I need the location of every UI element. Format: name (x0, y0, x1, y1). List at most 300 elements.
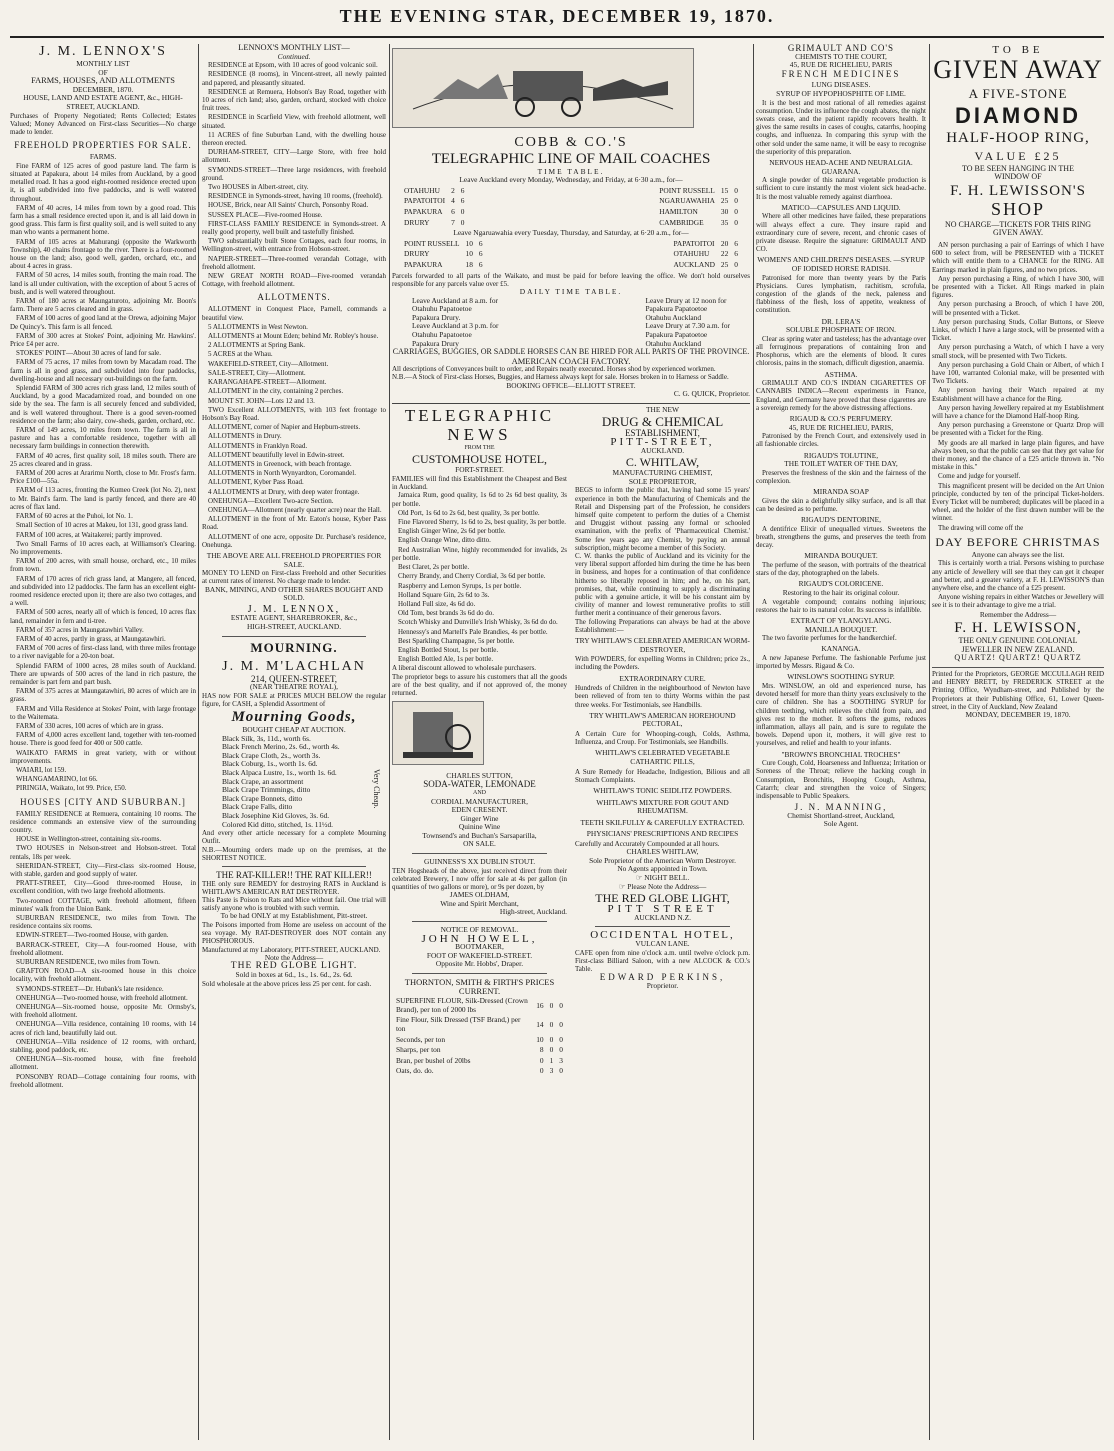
hotel-price-item: Holland Square Gin, 2s 6d to 3s. (398, 590, 490, 599)
medicine-subheading: 45, RUE DE RICHELIEU, PARIS, (788, 422, 894, 432)
allotments-heading: ALLOTMENTS. (257, 292, 331, 303)
allotment-listing: ONEHUNGA—Allotment (nearly quarter acre) near the Hall. (208, 505, 382, 514)
allotment-listing: ALLOTMENTS in Franklyn Road. (208, 441, 308, 450)
farm-listing: Fine FARM of 125 acres of good pasture land. The farm is situated at Papakura, about 14 miles from Auckland, by a good metalled road. It has a good eight-roomed residence erected upon it, is all subdivided into five paddocks, and is well watered throughout. (10, 161, 196, 203)
lewisson-para: Any person purchasing a Greenstone or Quartz Drop will be presented with a Ticket for the Ring. (932, 421, 1104, 438)
medicine-heading: "BROWN'S BRONCHIAL TROCHES" (781, 749, 901, 759)
whitlaw-role: MANUFACTURING CHEMIST, (612, 468, 713, 478)
farm-list (10, 162, 196, 793)
timetable-row (402, 250, 485, 259)
daily-line: Otahuhu Papatoetoe (412, 304, 472, 314)
hotel-price-item: Hennessy's and Martell's Pale Brandies, 4s per bottle. (398, 627, 548, 636)
residence-listing: 11 ACRES of fine Suburban Land, with the dwelling house thereon erected. (202, 130, 386, 148)
destination: DRURY (404, 249, 430, 259)
daily-line: Papakura Drury. (412, 312, 461, 322)
continued-label: Continued. (277, 51, 311, 61)
medicine-subheading: MANILLA BOUQUET. (804, 624, 878, 634)
medicine-heading: RIGAUD & CO.'S PERFUMERY. (789, 414, 893, 423)
house-listing: ONEHUNGA—Villa residence, containing 10 rooms, with 14 acres of rich land, beautifully laid out. (10, 1020, 196, 1037)
farm-listing: Splendid FARM of 300 acres rich grass land, 12 miles south of Auckland, by a good Macadamized road, and bounded on one side by the sea. The farm is all securely fenced and subdivided, and is well watered throughout. There is a good seven-roomed residence on the farm; also dairy, cow-sheds, garden, orchard, etc. (10, 384, 196, 425)
leave-ngaruawahia: Leave Ngaruawahia every Tuesday, Thursday, and Saturday, at 6·20 a.m., for— (453, 228, 689, 238)
fare: 35 (720, 217, 729, 227)
medicine-heading: ASTHMA. (824, 369, 858, 379)
farm-listing: FARM of 170 acres of rich grass land, at Mangere, all fenced, and subdivided into 12 paddocks. The farm has an excellent eight-roomed residence erected upon it; there are also two cottages, and a well. (10, 574, 196, 608)
farm-listing: FARM of 700 acres of first-class land, with three miles frontage to a river navigable for a 20-ton boat. (10, 644, 196, 661)
daily-line: Otahuhu Papatoetoe (412, 329, 472, 339)
farm-listing: FARM of 113 acres, fronting the Kumeo Creek (lot No. 2), next to Mr. Baird's farm. The land is partly fenced, and there are 40 acres of flax land. (10, 486, 196, 511)
destination: DRURY (404, 217, 430, 227)
fare: 10 (465, 249, 473, 259)
fare: 0 (539, 1055, 544, 1065)
telegraphic-title: TELEGRAPHIC (404, 405, 555, 425)
farm-listing: FARM of 40 acres, first quality soil, 18 miles south. There are 25 acres cleared and in grass. (10, 451, 196, 468)
fare: 0 (460, 206, 465, 216)
allotment-listing: ALLOTMENTS at Mount Eden; behind Mr. Robley's house. (208, 332, 379, 341)
medicine-text: It is the best and most rational of all remedies against consumption. Under its influence the cough abates, the night sweats cease, and the patient rapidly recovers health. It gives the same results in cases of coughs, catarrhs, hooping coughs, and influenza. In comparing this syrup with the other sold under the same name, it will be easy to recognise the superiority of this preparation. (756, 98, 926, 156)
half-hoop: HALF-HOOP RING, (946, 129, 1090, 146)
allotment-listing: 4 ALLOTMENTS at Drury, with deep water frontage. (208, 487, 360, 496)
lennox-sub1: MONTHLY LIST (76, 59, 130, 68)
rat-sold: Sold in boxes at 6d., 1s., 1s. 6d., 2s. 6d. (235, 970, 353, 980)
fare: 0 (559, 1066, 563, 1076)
farm-listing: FARM of 40 acres, partly in grass, at Maungatawhiri. (16, 634, 166, 643)
mourning-item: Black Crape Cloth, 2s., worth 3s. (222, 750, 321, 760)
farm-listing: WHANGAMARINO, lot 66. (16, 775, 98, 784)
hotel-price-item: Red Australian Wine, highly recommended for invalids, 2s per bottle. (392, 545, 567, 562)
sutton-addr: EDEN CRESENT. (451, 805, 508, 815)
allotment-listing: 5 ALLOTMENTS in West Newton. (208, 322, 308, 331)
lewisson-para: The drawing will come off the (938, 523, 1024, 532)
fare: 3 (559, 1055, 563, 1065)
lewisson-para: Any person purchasing a Brooch, of which I have 200, will be presented with a Ticket. (932, 300, 1104, 317)
howell-name: JOHN HOWELL, (421, 932, 538, 945)
daily-line: Leave Drury at 7.30 a.m. for (645, 321, 730, 331)
medicine-text: Patronised for more than twenty years by the Paris Physicians. Cures lymphatism, rachitism, scrofula, congestion of the glands of the neck, paleness and flabbiness of the flesh, loss of appetite, weakness of constitution. (756, 273, 926, 315)
removal-notice: NOTICE OF REMOVAL. (440, 925, 519, 935)
lewisson-para: Anyone wishing repairs in either Watches or Jewellery will see it is to their advantage to give me a trial. (932, 593, 1104, 610)
house-listing: ONEHUNGA—Six-roomed house, with fine freehold allotment. (10, 1055, 196, 1072)
farm-listing: FARM of 357 acres in Maungatawhiri Valley. (16, 625, 144, 634)
medicine-text: Gives the skin a delightfully silky surface, and is all that can be desired as to perfume. (756, 496, 926, 513)
allotment-listing: ALLOTMENT, Kyber Pass Road. (208, 478, 304, 487)
whitlaw-following: The following Preparations can always be had at the above Establishment:— (575, 617, 750, 634)
hotel-price-item: Best Sparkling Champagne, 5s per bottle. (398, 636, 515, 645)
column-rule (389, 44, 390, 1440)
manning-agent: Sole Agent. (823, 819, 859, 829)
rat-text2: This Paste is Poison to Rats and Mice without fail. One trial will satisfy anyone who is troubled with such vermin. (202, 896, 386, 913)
allotment-listing: WAKEFIELD-STREET, City—Allotment. (208, 359, 329, 368)
destination: POINT RUSSELL (659, 185, 715, 195)
preparation-text: Hundreds of Children in the neighbourhood of Newton have been relieved of from ten to thirty Worms within the past three weeks. For Testimonials, see Handbills. (575, 684, 750, 709)
column-rule (198, 44, 199, 1440)
grimault-title: GRIMAULT AND CO'S (787, 44, 895, 53)
farm-listing: FARM of 4,000 acres excellent land, together with ten-roomed house. There is good feed for 400 or 500 cattle. (10, 731, 196, 748)
whitlaw-thanks: C. W. thanks the public of Auckland and its vicinity for the very liberal support afforded him during the time he has been in business, and hopes for a continuation of that confidence hitherto so liberally reposed in him; and he, on his part, promises, that, while continuing to supply a discriminating public with a genuine article, it will be his constant aim by civility of manner and lowest remunerative profits to still further merit a continuance of their generous favors. (575, 552, 750, 618)
medicine-text: A dentifrice Elixir of unequalled virtues. Sweetens the breath, strengthens the gums, and preserves the teeth from decay. (756, 524, 926, 550)
timetable-row (394, 1036, 565, 1045)
lennox-agent: HOUSE, LAND AND ESTATE AGENT, &c., HIGH-STREET, AUCKLAND. (23, 93, 183, 111)
allotment-listing: ALLOTMENT beautifully level in Edwin-street. (208, 450, 345, 459)
only-genuine: THE ONLY GENUINE COLONIAL (958, 636, 1078, 646)
fare: 0 (734, 217, 738, 227)
fare: 6 (478, 259, 483, 269)
farm-listing: STOKES' POINT—About 30 acres of land for sale. (16, 349, 161, 358)
farm-listing: PIRINGIA, Waikato, lot 99. Price, £50. (16, 784, 127, 793)
value: VALUE £25 (974, 148, 1062, 163)
fare: 18 (465, 259, 473, 269)
daily-line: Papakura Papatoetoe (645, 304, 708, 314)
lewisson-paras2 (932, 559, 1104, 609)
timetable-left-2 (400, 238, 487, 272)
daily-line: Otahuhu Auckland (645, 312, 702, 322)
preparation-heading: EXTRAORDINARY CURE. (619, 673, 706, 683)
cobb-subtitle: TELEGRAPHIC LINE OF MAIL COACHES (431, 150, 711, 167)
leave-auckland: Leave Auckland every Monday, Wednesday, and Friday, at 6·30 a.m., for— (459, 175, 683, 185)
grimault-addr: 45, RUE DE RICHELIEU, PARIS (789, 60, 893, 70)
destination: PAPATOITOI (404, 196, 446, 206)
lewisson-para: AN person purchasing a pair of Earrings of which I have 600 to select from, will be PRESENTED with a TICKET which will entitle them to a CHANCE for the RING. All Earrings marked in plain figures, and no two prices. (932, 240, 1104, 274)
money-to-lend: MONEY TO LEND on First-class Freehold and other Securities at current rates of interest. No charge made to lender. (202, 569, 386, 586)
fare: 15 (720, 185, 729, 195)
medicine-heading: KANANGA. (821, 644, 861, 654)
timetable-left-1 (400, 185, 468, 229)
residence-listing: NAPIER-STREET—Three-roomed verandah Cottage, with freehold allotment. (202, 254, 386, 271)
destination: SUPERFINE FLOUR, Silk-Dressed (Crown Brand), per ton of 2000 lbs (396, 996, 528, 1014)
column-lennox-continued (202, 44, 386, 1440)
fare: 25 (720, 259, 729, 269)
preparation-heading: WHITLAW'S TONIC SEIDLITZ POWDERS. (593, 786, 732, 796)
allotment-listing: ALLOTMENT in the city, containing 2 perches. (208, 387, 344, 396)
freehold-heading: FREEHOLD PROPERTIES FOR SALE. (14, 140, 192, 151)
soda-machine-illustration (392, 701, 484, 765)
fare: 16 (536, 1000, 544, 1010)
mourning-nb: N.B.—Mourning orders made up on the premises, at the SHORTEST NOTICE. (202, 845, 386, 862)
fare: 7 (451, 217, 455, 227)
howell-foot: FOOT OF WAKEFIELD-STREET. (426, 950, 533, 960)
hotel-discount: A liberal discount allowed to wholesale purchasers. (392, 664, 537, 673)
lewisson-para: Any person purchasing a Gold Chain or Albert, of which I have 100, warranted Colonial make, will be presented with Two Tickets. (932, 360, 1104, 386)
drug-the-new: THE NEW (645, 404, 680, 414)
house-listing: BARRACK-STREET, City—A four-roomed House, with freehold allotment. (10, 940, 196, 957)
column-lennox-list (10, 44, 196, 1440)
medicine-text: The perfume of the season, with portraits of the theatrical stars of the day, photographed on the labels. (756, 560, 926, 578)
booking-office: BOOKING OFFICE—ELLIOTT STREET. (506, 380, 636, 390)
mourning-item: Colored Kid ditto, stitched, 1s. 11½d. (222, 819, 333, 829)
preparation-heading: WHITLAW'S MIXTURE FOR GOUT AND RHEUMATISM. (596, 797, 729, 816)
sutton-name: CHARLES SUTTON, (446, 770, 513, 780)
allotment-listing: 5 ACRES at the Whau. (208, 350, 273, 359)
fare: 14 (536, 1019, 544, 1029)
house-listing: FAMILY RESIDENCE at Remuera, containing 10 rooms. The residence commands an extensive view of the surrounding country. (10, 809, 196, 834)
timetable-row (671, 250, 740, 259)
medicine-heading: MIRANDA SOAP (813, 487, 869, 497)
medicine-text: Clear as spring water and tasteless; has the advantage over all ferruginous preparations of containing Iron and Phosphorus, which are the elements of blood. It cures chlorosis, pains in the stomach, difficult digestion, anaemia. (756, 334, 926, 368)
occidental-name: OCCIDENTAL HOTEL, (590, 929, 735, 942)
fare: 30 (720, 206, 729, 216)
hotel-price-item: Fine Flavored Sherry, 1s 6d to 2s, best quality, 3s per bottle. (398, 518, 567, 527)
destination: AUCKLAND (673, 259, 715, 269)
timetable-right-1 (655, 185, 742, 229)
timetable-row (671, 240, 740, 249)
sutton-items (392, 815, 567, 841)
timetable-right-2 (669, 238, 742, 272)
no-charge: NO CHARGE—TICKETS FOR THIS RING GIVEN AWAY. (944, 219, 1092, 238)
freehold-notice: THE ABOVE ARE ALL FREEHOLD PROPERTIES FOR SALE. (206, 550, 382, 569)
farm-listing: Two Small Farms of 10 acres each, at Williamson's Clearing. No improvements. (10, 539, 196, 556)
please-note-label: Please Note the Address— (627, 881, 707, 891)
house-listing: SHERIDAN-STREET, City—First-class six-roomed House, with stable, garden and good supply of water. (10, 861, 196, 879)
hotel-price-item: Cherry Brandy, and Cherry Cordial, 3s 6d per bottle. (398, 572, 546, 581)
grimault-sub: CHEMISTS TO THE COURT, (795, 51, 887, 61)
column-rule (753, 44, 754, 1440)
preparation-heading: WHITLAW'S CELEBRATED VEGETABLE CATHARTIC PILLS, (595, 748, 730, 767)
fare: 6 (734, 238, 738, 248)
carriages-notice: CARRIAGES, BUGGIES, OR SADDLE HORSES CAN BE HIRED FOR ALL PARTS OF THE PROVINCE. (392, 347, 750, 357)
residence-listing: RESIDENCE in Scarfield View, with freehold allotment, well situated. (202, 113, 386, 130)
destination: CAMBRIDGE (659, 217, 704, 227)
medicine-heading: NERVOUS HEAD-ACHE AND NEURALGIA. (769, 157, 913, 167)
to-be-seen: TO BE SEEN HANGING IN THE (962, 163, 1074, 173)
lennox-sign-name: J. M. LENNOX, (247, 603, 341, 615)
no-agents: No Agents appointed in Town. (617, 864, 708, 874)
column-lewisson (932, 44, 1104, 1440)
medicine-text: Cure Cough, Cold, Hoarseness and Influenza; Irritation or Soreness of the Throat; relieve the hacking cough in Consumption, Bronchitis, Hooping Cough, Asthma, Catarrh; clear and strengthen the voice of Singers; indispensable to Public Speakers. (756, 759, 926, 800)
fare: 0 (559, 1019, 563, 1029)
timetable-row (402, 240, 485, 249)
thornton-heading: THORNTON, SMITH & FIRTH'S PRICES CURRENT. (404, 977, 555, 996)
hotel-price-item: Best Claret, 2s per bottle. (398, 563, 470, 572)
house-listing: ONEHUNGA—Six-roomed house, opposite Mr. Ormsby's, with freehold allotment. (10, 1003, 196, 1020)
allotment-listing: KARANGAHAPE-STREET—Allotment. (208, 378, 327, 387)
lennox-sub2: OF (98, 67, 108, 77)
medicine-heading: MIRANDA BOUQUET. (804, 551, 878, 561)
medicine-subheading: SYRUP OF HYPOPHOSPHITE OF LIME. (776, 88, 906, 98)
allotment-listing: ALLOTMENTS in Greenock, with beach frontage. (208, 459, 352, 468)
fare: 0 (549, 1045, 554, 1055)
preparation-heading: TRY WHITLAW'S CELEBRATED AMERICAN WORM-DESTROYER, (575, 636, 750, 654)
whitlaw-text: BEGS to inform the public that, having had some 15 years' experience in both the Manufacturing of Chemicals and the Retail and Dispensing part of the Profession, he considers himself quite competent to perform the duties of a Chemist and Druggist without passing any formal or schooled examination, with the prefix of 'Pharmaceutical Chemist.' Some few years ago any Chemist, by paying an annual subscription, might become a member of this Society. (575, 486, 750, 552)
drug-street: PITT-STREET, (610, 436, 715, 449)
preparation-text: A Certain Cure for Whooping-cough, Colds, Asthma, Influenza, and Croup. For Testimonials, see Handbills. (575, 730, 750, 747)
preparation-text: Carefully and Accurately Compounded at all hours. (575, 840, 720, 849)
allotment-listing: ALLOTMENTS in Drury. (208, 432, 282, 441)
medicine-subheading: Restoring to the hair its original colour. (782, 587, 900, 597)
fare: 0 (734, 196, 738, 206)
mourning-item: Black Crape, an assortment (222, 776, 304, 786)
medicine-heading: WINSLOW'S SOOTHING SYRUP. (787, 672, 895, 682)
allotment-listing: ALLOTMENT in Conquest Place, Parnell, commands a beautiful view. (202, 305, 386, 322)
pitt-street: PITT STREET (607, 903, 718, 916)
sutton-trade2: CORDIAL MANUFACTURER, (431, 796, 528, 806)
destination: PAPAKURA (404, 259, 443, 269)
fare: 6 (460, 196, 465, 206)
hotel-price-item: Scotch Whisky and Dunville's Irish Whisky, 3s 6d do do. (398, 618, 558, 627)
medicine-heading: LUNG DISEASES. (811, 80, 871, 90)
fare: 0 (734, 259, 738, 269)
medicine-subheading: THE TOILET WATER OF THE DAY, (784, 459, 898, 469)
hotel-price-list (392, 491, 567, 663)
masthead-rule (10, 36, 1104, 38)
rat-address: THE RED GLOBE LIGHT. (230, 961, 358, 972)
sutton-item: Ginger Wine (460, 813, 499, 823)
occidental-text: CAFE open from nine o'clock a.m. until twelve o'clock p.m. First-class Billiard Saloon, with a new ALCOCK & CO.'s Table. (575, 948, 750, 973)
shares-notice: BANK, MINING, AND OTHER SHARES BOUGHT AND SOLD. (204, 584, 384, 603)
whitlaw-sign-role: Sole Proprietor of the American Worm Destroyer. (589, 855, 736, 865)
whitlaw-preparations (575, 637, 750, 848)
timetable-row (394, 1057, 565, 1066)
whitlaw-sole: SOLE PROPRIETOR, (628, 476, 697, 486)
fare: 0 (460, 217, 465, 227)
farm-listing: FARM of 40 acres, 14 miles from town by a good road. This farm has a small residence erected upon it, and is all laid down in good grass. This farm is first quality soil, and is well suited to any man who wants a permanent home. (10, 203, 196, 237)
oldham-name: JAMES OLDHAM, (449, 890, 510, 900)
house-list (10, 810, 196, 1090)
farm-listing: WAIARI, lot 159. (16, 765, 67, 774)
allotment-listing: 2 ALLOTMENTS at Spring Bank. (208, 341, 306, 350)
house-listing: PRATT-STREET, City—Good three-roomed House, in excellent condition, with two large freehold allotments. (10, 879, 196, 896)
thornton-price-table (392, 995, 567, 1078)
fare: 10 (465, 238, 473, 248)
allotment-listing: ONEHUNGA—Excellent Two-acre Section. (208, 496, 334, 505)
destination: OTAHUHU (673, 249, 710, 259)
auckland-nz: AUCKLAND N.Z. (634, 912, 691, 922)
lewisson-para: This magnificent present will be decided on the Art Union principle, conducted by ten of the principal Ticket-holders. Every Ticket will be numbered; duplicates will be placed in a wheel, and the holder of the first drawn number will be the winner. (932, 481, 1104, 523)
lewisson-para: Come and judge for yourself. (938, 472, 1021, 481)
timetable-row (657, 197, 740, 206)
grimault-sections (756, 81, 926, 800)
farm-listing: FARM of 100 acres of good land at the Orewa, adjoining Major De Quincy's. This farm is all fenced. (10, 314, 196, 331)
timetable-row (671, 261, 740, 270)
timetable-row (402, 197, 466, 206)
hotel-assure: The proprietor begs to assure his customers that all the goods are of the best quality, and if not approved of, the money returned. (392, 672, 567, 697)
fare: 6 (734, 249, 738, 259)
allotment-listing: MOUNT ST. JOHN—Lots 12 and 13. (208, 396, 315, 405)
hotel-intro: FAMILIES will find this Establishment the Cheapest and Best in Auckland. (392, 475, 567, 492)
medicine-heading: RIGAUD'S DENTORINE, (800, 515, 882, 525)
hotel-price-item: Old Tom, best brands 3s 6d do do. (398, 609, 495, 618)
timetable-row (402, 187, 466, 196)
medicine-text: Where all other medicines have failed, these preparations will always effect a cure. They insure rapid and extraordinary cure of severe, recent, and chronic cases of private disease. Require the signature: GRIMAULT AND CO. (756, 212, 926, 254)
timetable-row (402, 219, 466, 228)
mourning-item: Black Alpaca Lustre, 1s., worth 1s. 6d. (222, 768, 337, 778)
farm-listing: Splendid FARM of 1000 acres, 28 miles south of Auckland. There are upwards of 500 acres of the land in rich pasture, the remainder is part fern and part bush. (10, 661, 196, 686)
lennox-note: Purchases of Property Negotiated; Rents Collected; Estates Valued; Money Advanced on First-class Securities—No charge made to lender. (10, 111, 196, 136)
mclachlan-near: (NEAR THEATRE ROYAL), (250, 682, 338, 692)
whitlaw-name: C. WHITLAW, (625, 455, 700, 470)
red-globe: THE RED GLOBE LIGHT, (595, 891, 730, 906)
farms-heading: FARMS. (89, 152, 117, 162)
center-right-subcolumn (575, 406, 750, 1078)
column-center (392, 44, 750, 1440)
daily-line: Papakura Drury (412, 338, 459, 348)
mourning-item: Black Josephine Kid Gloves, 3s. 6d. (222, 811, 330, 821)
farm-listing: FARM of 330 acres, 100 acres of which are in grass. (16, 721, 164, 730)
lewisson-shop-name: F. H. LEWISSON'S (950, 182, 1086, 199)
farm-listing: FARM of 180 acres at Maungaturoto, adjoining Mr. Boon's farm. There are 5 acres cleared and in grass. (10, 297, 196, 314)
divider (222, 866, 366, 867)
farm-listing: FARM of 50 acres, 14 miles south, fronting the main road. The land is all under cultivation, with the exception of about 5 acres of bush, and is well watered throughout. (10, 271, 196, 296)
fare: 1 (549, 1055, 554, 1065)
medicine-heading: MATICO—CAPSULES AND LIQUID. (781, 202, 901, 212)
oldham-addr: High-street, Auckland. (499, 907, 567, 917)
drug-city: AUCKLAND. (640, 445, 685, 455)
fare: 4 (451, 196, 455, 206)
destination: Fine Flour, Silk Dressed (TSF Brand,) per ton (396, 1015, 521, 1033)
houses-heading: HOUSES [CITY AND SUBURBAN.] (20, 796, 186, 807)
mourning-items (202, 735, 386, 830)
fare: 22 (720, 249, 729, 259)
destination: Oats, do. do. (396, 1066, 434, 1076)
fare: 0 (734, 185, 738, 195)
preparation-heading: PHYSICIANS' PRESCRIPTIONS AND RECIPES (586, 829, 739, 839)
center-left-subcolumn (392, 406, 567, 1078)
allotment-listing: ALLOTMENT in the front of Mr. Eaton's house, Kyber Pass Road. (202, 515, 386, 532)
preparation-text: With POWDERS, for expelling Worms in Children; price 2s., including the Powders. (575, 655, 750, 672)
allotment-listing: ALLOTMENT of one acre, opposite Dr. Purchase's residence, Onehunga. (202, 532, 386, 549)
oldham-role: Wine and Spirit Merchant, (440, 898, 519, 908)
lewisson-para: Any person purchasing a Ring, of which I have 300, will be presented with a Ticket. All Rings marked in plain figures. (932, 274, 1104, 300)
bought-cheap: BOUGHT CHEAP AT AUCTION. (242, 725, 346, 735)
fare: 25 (720, 196, 729, 206)
residence-listing: Two HOUSES in Albert-street, city. (208, 183, 309, 192)
preparation-text: A Sure Remedy for Headache, Indigestion, Bilious and all Stomach Complaints. (575, 767, 750, 784)
timetable-row (394, 1016, 565, 1033)
fare: 0 (559, 1045, 563, 1055)
french-medicines: FRENCH MEDICINES (781, 68, 901, 79)
mclachlan-name: J. M. M'LACHLAN (222, 658, 366, 674)
farm-listing: FARM of 149 acres, 10 miles from town. The farm is all in pasture and has a comfortable residence, together with all necessary farm buildings in connection therewith. (10, 426, 196, 451)
fare: 6 (451, 206, 455, 216)
timetable-row (394, 1046, 565, 1055)
house-listing: SYMONDS-STREET—Dr. Hubank's late residence. (16, 984, 164, 993)
farm-listing: FARM of 300 acres at Stokes' Point, adjoining Mr. Hawkins'. Price £4 per acre. (10, 331, 196, 349)
rat-wholesale: Sold wholesale at the above prices less 25 per cent. for cash. (202, 979, 372, 988)
sutton-and: AND (473, 789, 486, 796)
medicine-text: A new Japanese Perfume. The fashionable Perfume just imported by Messrs. Rigaud & Co. (756, 653, 926, 671)
factory-nb: N.B.—A Stock of First-class Horses, Buggies, and Harness always kept for sale. Horses broken in to Harness or Saddle. (392, 373, 729, 382)
divider (595, 926, 730, 927)
mourning-item: Black Crape Falls, ditto (222, 802, 293, 812)
medicine-text: The two favorite perfumes for the handkerchief. (762, 634, 897, 643)
imprint: Printed for the Proprietors, GEORGE MCCULLAGH REID and HENRY BRETT, by FREDERICK STREET at the Printing Office, Wyndham-street, and Published by the Proprietors at their Publishing Office, 61, Lower Queen-street, in the City of Auckland, New Zealand (932, 667, 1104, 711)
hotel-price-item: Holland Full size, 4s 6d do. (398, 599, 476, 608)
destination: NGARUAWAHIA (659, 196, 715, 206)
allotment-listing: ALLOTMENT, corner of Napier and Hepburn-streets. (208, 423, 361, 432)
timetable-row (394, 997, 565, 1014)
medicine-text: Mrs. WINSLOW, an old and experienced nurse, has devoted herself for more than thirty years exclusively to the cure of children. She has a SOOTHING SYRUP for children teething, which relieves the child from pain, and gives rest to the mother. It softens the gums, reduces inflammation, allays all pain, and is sure to regulate the bowels. Depend upon it, mothers, it will give rest to yourselves, and relief and health to your infants. (756, 681, 926, 748)
fare: 0 (559, 1034, 563, 1044)
farm-listing: FARM of 100 acres, at Waitakerei; partly improved. (16, 530, 162, 539)
house-listing: GRAFTON ROAD—A six-roomed house in this choice locality, with freehold allotment. (10, 967, 196, 984)
remember: Remember the Address— (979, 609, 1057, 619)
manning-name: J. N. MANNING, (794, 802, 888, 813)
mourning-item: Black Coburg, 1s., worth 1s. 6d. (222, 759, 318, 769)
howell-opp: Opposite Mr. Hobbs', Draper. (435, 959, 524, 969)
timetable-row (402, 261, 485, 270)
mail-coach-illustration (392, 48, 694, 128)
lewisson-para: My goods are all marked in large plain figures, and have always been, so that the public can see that they get value for their money, and the chance of a £25 article thrown in. "No mistake in this." (932, 438, 1104, 472)
please-note (575, 883, 750, 892)
destination: Seconds, per ton (396, 1034, 446, 1044)
fare: 0 (559, 1000, 563, 1010)
guinness-text: TEN Hogsheads of the above, just received direct from their celebrated Brewery, I now offer for sale at 4s per gallon (in quantities of two gallons or more), or 9s per dozen, by (392, 866, 567, 892)
column-rule (929, 44, 930, 1440)
imprint-date: MONDAY, DECEMBER 19, 1870. (965, 710, 1071, 720)
destination: Sharps, per ton (396, 1045, 441, 1055)
divider (412, 853, 547, 854)
destination: PAPATOITOI (673, 238, 715, 248)
daily-left (412, 297, 498, 349)
rat-note: Note the Address— (264, 952, 324, 962)
